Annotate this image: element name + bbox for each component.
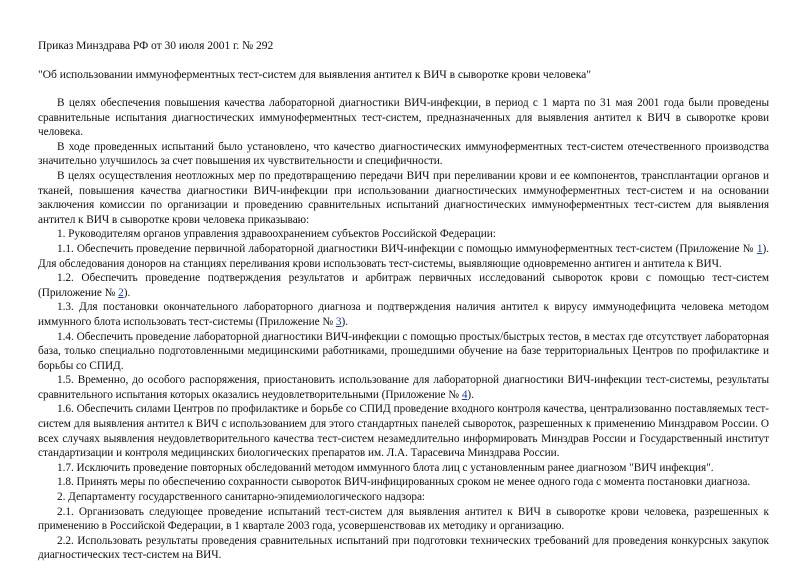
- paragraph: В ходе проведенных испытаний было установлено, что качество диагностических иммуноферментных тест-систем отечественного производства значительно улучшилось за счет повышения их чувствительности и специфичности.: [38, 140, 769, 168]
- paragraph: [38, 373, 769, 402]
- appendix-3-link[interactable]: 3: [335, 315, 342, 328]
- appendix-1-link[interactable]: 1: [756, 242, 763, 255]
- paragraph: В целях осуществления неотложных мер по предотвращению передачи ВИЧ при переливании крови и ее компонентов, трансплантации органов и тканей, повышения качества диагностики ВИЧ-инфекции при использовании диагностических иммуноферментных тест-систем и на основании заключения комиссии по организации и проведению сравнительных испытаний диагностических иммуноферментных тест-систем для выявления антител к ВИЧ в сыворотке крови человека приказываю:: [38, 169, 769, 226]
- paragraph: 2.2. Использовать результаты проведения сравнительных испытаний при подготовки технических требований для проведения конкурсных закупок диагностических тест-систем на ВИЧ.: [38, 534, 769, 562]
- paragraph: [38, 242, 769, 271]
- document-page: [38, 38, 769, 563]
- paragraph: 1.8. Принять меры по обеспечению сохранности сывороток ВИЧ-инфицированных сроком не менее одного года с момента постановки диагноза.: [57, 476, 751, 489]
- paragraph-text: ).: [123, 286, 131, 299]
- paragraph: 1. Руководителям органов управления здравоохранением субъектов Российской Федерации:: [57, 228, 496, 241]
- paragraph: В целях обеспечения повышения качества лабораторной диагностики ВИЧ-инфекции, в период с 1 марта по 31 мая 2001 года были проведены сравнительные испытания диагностических иммуноферментных тест-систем, предназначенных для выявления антител к ВИЧ в сыворотке крови человека.: [38, 97, 769, 139]
- paragraph: [38, 300, 769, 329]
- paragraph-text: 1.1. Обеспечить проведение первичной лабораторной диагностики ВИЧ-инфекции с помощью иммуноферментных тест-систем (Приложение №: [57, 242, 757, 255]
- paragraph-text: ).: [341, 315, 348, 328]
- document-title: Приказ Минздрава РФ от 30 июля 2001 г. № 292: [38, 39, 274, 52]
- appendix-2-link[interactable]: 2: [118, 286, 124, 299]
- paragraph: 1.4. Обеспечить проведение лабораторной диагностики ВИЧ-инфекции с помощью простых/быстрых тестов, в местах где отсутствует лабораторная база, только специально подготовленными медицинскими работниками, прошедшими обучение на базе территориальных Центров по профилактике и борьбы со СПИД.: [38, 330, 769, 372]
- appendix-4-link[interactable]: 4: [461, 388, 468, 401]
- paragraph: 1.6. Обеспечить силами Центров по профилактике и борьбе со СПИД проведение входного контроля качества, централизованно поставляемых тест-систем для выявления антител к ВИЧ с использованием для этого стандартных панелей сывороток, разрешенных к применению Минздравом России. О всех случаях выявления неудовлетворительного качества тест-систем незамедлительно информировать Минздрав России и Государственный институт стандартизации и контроля медицинских биологических препаратов им. Л.А. Тарасевича Минздрава России.: [38, 403, 769, 460]
- paragraph-text: 1.5. Временно, до особого распоряжения, приостановить использование для лабораторной диагностики ВИЧ-инфекции тест-системы, результаты сравнительного испытания которых оказались неудовлетворительными (Приложение №: [38, 374, 769, 401]
- paragraph-text: 1.3. Для постановки окончательного лабораторного диагноза и подтверждения наличия антител к вирусу иммунодефицита человека методом иммунного блота использовать тест-системы (Приложение №: [38, 301, 769, 328]
- paragraph: 2. Департаменту государственного санитарно-эпидемиологического надзора:: [57, 491, 425, 504]
- paragraph-text: 1.2. Обеспечить проведение подтверждения результатов и арбитраж первичных исследований сывороток крови с помощью тест-систем (Приложение №: [38, 272, 769, 299]
- paragraph: 2.1. Организовать следующее проведение испытаний тест-систем для выявления антител к ВИЧ в сыворотке крови человека, разрешенных к применению в Российской Федерации, в 1 квартале 2003 года, усовершенствовав их методику и организацию.: [38, 505, 769, 533]
- paragraph: [38, 271, 769, 300]
- paragraph-text: ). Для обследования доноров на станциях переливания крови использовать тест-системы, выявляющие одновременно антиген и антитела к ВИЧ.: [38, 242, 769, 270]
- document-subtitle: "Об использовании иммуноферментных тест-систем для выявления антител к ВИЧ в сыворотке крови человека": [38, 68, 591, 81]
- paragraph-text: ).: [467, 388, 474, 401]
- paragraph: 1.7. Исключить проведение повторных обследований методом иммунного блота лиц с установленным ранее диагнозом "ВИЧ инфекция".: [57, 461, 714, 474]
